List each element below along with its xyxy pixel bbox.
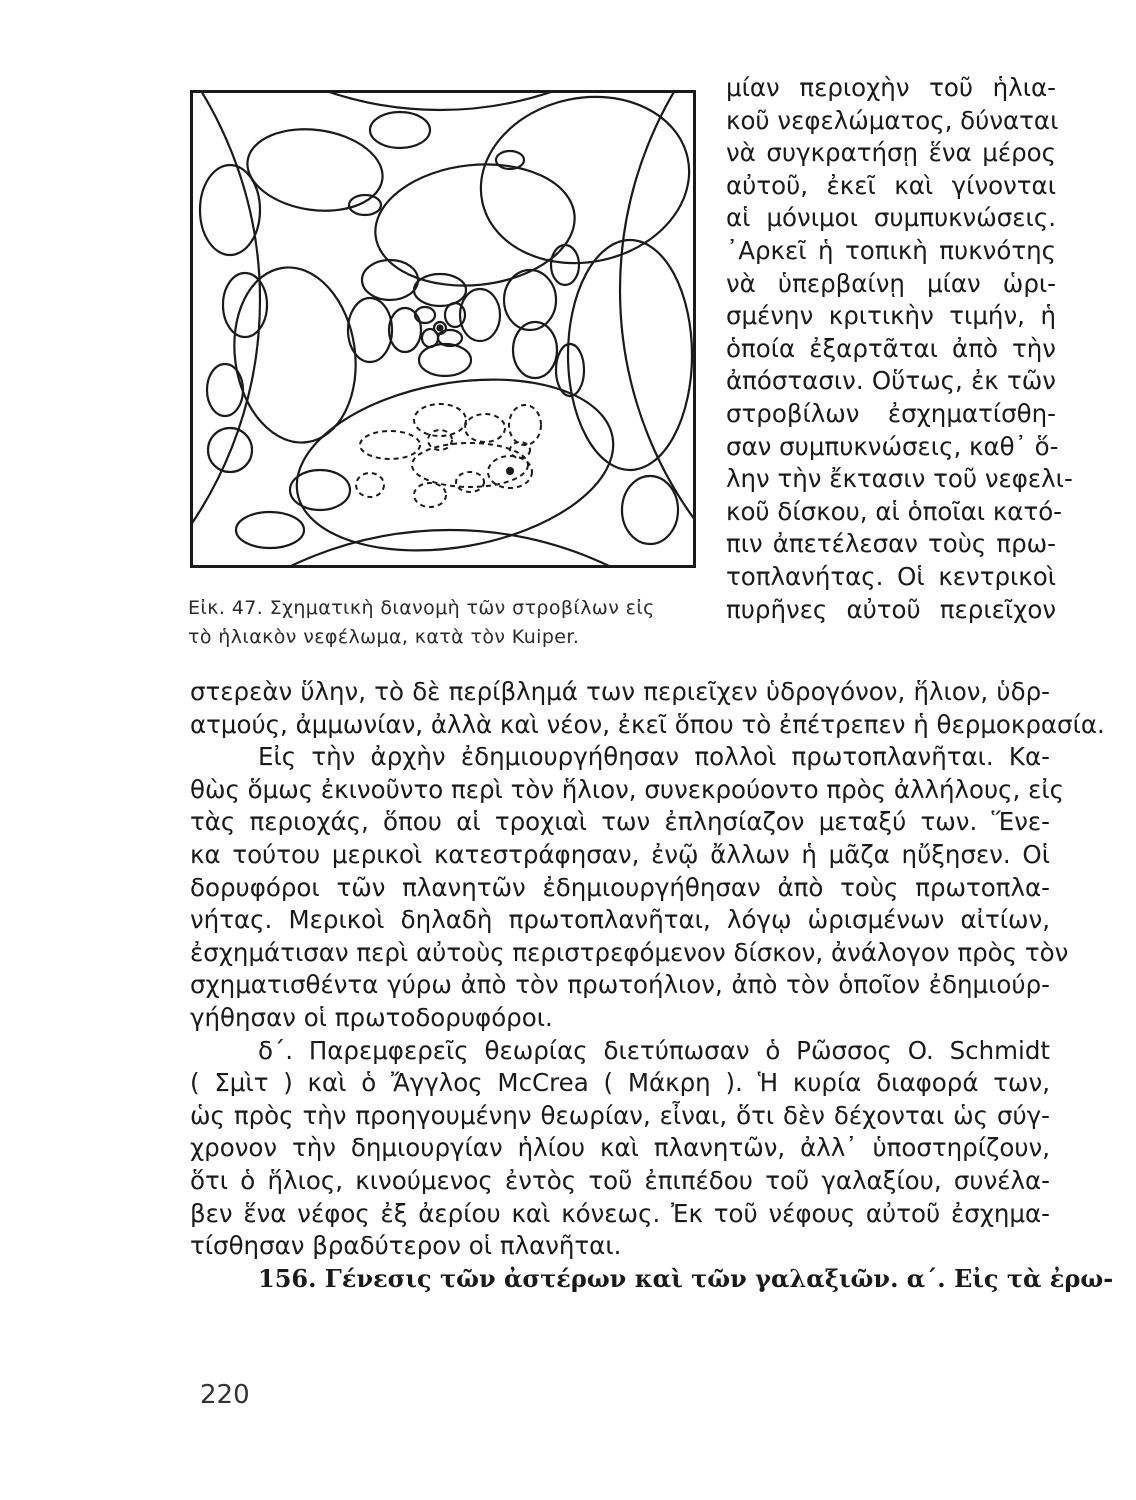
body-line: τὰς περιοχάς, ὅπου αἱ τροχιαὶ των ἐπλησίαζον μεταξύ των. Ἕνε- bbox=[190, 807, 1050, 837]
side-line: νὰ συγκρατήσῃ ἕνα μέρος bbox=[726, 138, 1056, 168]
sub-vortex-9 bbox=[456, 472, 484, 492]
caption-line: τὸ ἡλιακὸν νεφέλωμα, κατὰ τὸν Kuiper. bbox=[188, 626, 580, 648]
body-line: σχηματισθέντα γύρω ἀπὸ τὸν πρωτοήλιον, ἀπὸ τὸν ὁποῖον ἐδημιούρ- bbox=[190, 970, 1050, 1000]
section-heading-line: 156. Γένεσις τῶν ἀστέρων καὶ τῶν γαλαξιῶν. α΄. Εἰς τὰ ἐρω- bbox=[258, 1263, 1114, 1293]
side-line: πιν ἀπετέλεσαν τοὺς πρω- bbox=[726, 529, 1056, 559]
side-line: κοῦ δίσκου, αἱ ὁποῖαι κατό- bbox=[726, 496, 1063, 526]
side-line: ἀπόστασιν. Οὕτως, ἐκ τῶν bbox=[726, 366, 1056, 396]
side-line: πυρῆνες αὐτοῦ περιεῖχον bbox=[726, 594, 1056, 624]
vortex-top-small bbox=[370, 112, 430, 148]
sub-vortex-4 bbox=[509, 405, 541, 445]
vortex-left-upper bbox=[200, 165, 260, 255]
side-line: αὐτοῦ, ἐκεῖ καὶ γίνονται bbox=[726, 170, 1056, 200]
side-line: στροβίλων ἐσχηματίσθη- bbox=[726, 398, 1056, 428]
vortex-left-big bbox=[223, 260, 366, 451]
figure-caption bbox=[188, 594, 708, 652]
vortex-inner-right-1 bbox=[504, 270, 556, 330]
vortex-core-3 bbox=[419, 344, 471, 376]
vortex-bottom-right-1 bbox=[622, 476, 678, 544]
vortex-upper-middle bbox=[369, 155, 580, 295]
sub-vortex-10 bbox=[428, 430, 452, 450]
vortex-core-4 bbox=[389, 308, 421, 352]
vortex-left-edge-1 bbox=[207, 364, 243, 416]
sub-vortex-center bbox=[507, 468, 513, 474]
body-line: ( Σμὶτ ) καὶ ὁ Ἄγγλος McCrea ( Μάκρη ). Ἡ κυρία διαφορά των, bbox=[190, 1068, 1050, 1098]
page-number: 220 bbox=[200, 1380, 250, 1410]
side-line: ᾽Αρκεῖ ἡ τοπικὴ πυκνότης bbox=[726, 235, 1056, 265]
vortex-core-6 bbox=[445, 303, 465, 327]
side-line: κοῦ νεφελώματος, δύναται bbox=[726, 105, 1059, 135]
body-line: γήθησαν οἱ πρωτοδορυφόροι. bbox=[190, 1002, 553, 1032]
vortex-bottom-big bbox=[283, 356, 627, 568]
vortex-top-right bbox=[465, 90, 696, 282]
side-line: λην τὴν ἔκτασιν τοῦ νεφελι- bbox=[726, 464, 1073, 494]
body-line: ὡς πρὸς τὴν προηγουμένην θεωρίαν, εἶναι, ὅτι δὲν δέχονται ὡς σύγ- bbox=[190, 1100, 1050, 1130]
side-line: νὰ ὑπερβαίνῃ μίαν ὡρι- bbox=[726, 268, 1056, 298]
side-line: σαν συμπυκνώσεις, καθ᾽ ὅ- bbox=[726, 431, 1059, 461]
vortex-core-1 bbox=[414, 274, 466, 306]
side-line: σμένην κριτικὴν τιμήν, ἡ bbox=[726, 301, 1056, 331]
vortex-bottom-left-1 bbox=[290, 470, 350, 510]
sub-vortex-1 bbox=[360, 431, 420, 459]
kuiper-vortex-figure bbox=[190, 90, 696, 568]
body-line: νήτας. Μερικοὶ δηλαδὴ πρωτοπλανῆται, λόγῳ ὡρισμένων αἰτίων, bbox=[190, 905, 1050, 935]
body-line: στερεὰν ὕλην, τὸ δὲ περίβλημά των περιεῖχεν ὑδρογόνον, ἥλιον, ὑδρ- bbox=[190, 677, 1050, 706]
body-line: δορυφόροι τῶν πλανητῶν ἐδημιουργήθησαν ἀπὸ τοὺς πρωτοπλα- bbox=[190, 872, 1050, 902]
sub-vortex-2 bbox=[414, 404, 466, 436]
vortex-right-small-1 bbox=[551, 245, 579, 285]
body-line: χρονον τὴν δημιουργίαν ἡλίου καὶ πλανητῶν, ἀλλ᾽ ὑποστηρίζουν, bbox=[190, 1133, 1050, 1163]
body-line: ἐσχημάτισαν περὶ αὐτοὺς περιστρεφόμενον δίσκον, ἀνάλογον πρὸς τὸν bbox=[190, 937, 1069, 967]
dashed-sub-vortices bbox=[356, 404, 541, 507]
body-text bbox=[190, 676, 1114, 1295]
caption-line: Εἰκ. 47. Σχηματικὴ διανομὴ τῶν στροβίλων εἰς bbox=[188, 597, 655, 619]
vortex-top-band-1 bbox=[349, 195, 381, 215]
sub-vortex-3 bbox=[465, 414, 505, 442]
side-line: τοπλανήτας. Οἱ κεντρικοὶ bbox=[726, 561, 1056, 591]
paragraph-start-line: Εἰς τὴν ἀρχὴν ἐδημιουργήθησαν πολλοὶ πρωτοπλανῆται. Κα- bbox=[258, 742, 1050, 772]
vortex-top-left bbox=[242, 121, 388, 219]
sub-vortex-7 bbox=[356, 473, 384, 497]
sub-vortex-8 bbox=[414, 483, 446, 507]
vortex-outer-left bbox=[190, 90, 260, 568]
sub-vortex-11 bbox=[510, 442, 530, 458]
body-line: τίσθησαν βραδύτερον οἱ πλανῆται. bbox=[190, 1231, 622, 1261]
body-line: κα τούτου μερικοὶ κατεστράφησαν, ἐνῷ ἄλλων ἡ μᾶζα ηὔξησεν. Οἱ bbox=[190, 839, 1050, 869]
side-line: μίαν περιοχὴν τοῦ ἡλια- bbox=[726, 73, 1056, 102]
body-line: βεν ἕνα νέφος ἐξ ἀερίου καὶ κόνεως. Ἐκ τοῦ νέφους αὐτοῦ ἐσχημα- bbox=[190, 1198, 1050, 1228]
paragraph-start-line: δ΄. Παρεμφερεῖς θεωρίας διετύπωσαν ὁ Ρῶσσος O. Schmidt bbox=[258, 1035, 1050, 1065]
vortex-inner-left-1 bbox=[362, 260, 418, 300]
side-column-text bbox=[726, 72, 1073, 626]
side-line: ὁποία ἐξαρτᾶται ἀπὸ τὴν bbox=[726, 333, 1056, 363]
vortex-right-big bbox=[568, 240, 692, 470]
body-line: ὅτι ὁ ἥλιος, κινούμενος ἐντὸς τοῦ ἐπιπέδου τοῦ γαλαξίου, συνέλα- bbox=[190, 1165, 1050, 1195]
vortex-outer-right bbox=[620, 90, 696, 568]
body-line: ατμούς, ἀμμωνίαν, ἀλλὰ καὶ νέον, ἐκεῖ ὅπου τὸ ἐπέτρεπεν ἡ θερμοκρασία. bbox=[190, 709, 1105, 739]
vortex-diagram bbox=[190, 90, 696, 568]
vortex-center-dot bbox=[438, 326, 443, 331]
side-line: αἱ μόνιμοι συμπυκνώσεις. bbox=[726, 203, 1056, 233]
vortex-bottom-left-2 bbox=[236, 512, 304, 548]
vortex-inner-left-2 bbox=[348, 298, 392, 362]
body-line: θὼς ὅμως ἐκινοῦντο περὶ τὸν ἥλιον, συνεκρούοντο πρὸς ἀλλήλους, εἰς bbox=[190, 774, 1065, 804]
